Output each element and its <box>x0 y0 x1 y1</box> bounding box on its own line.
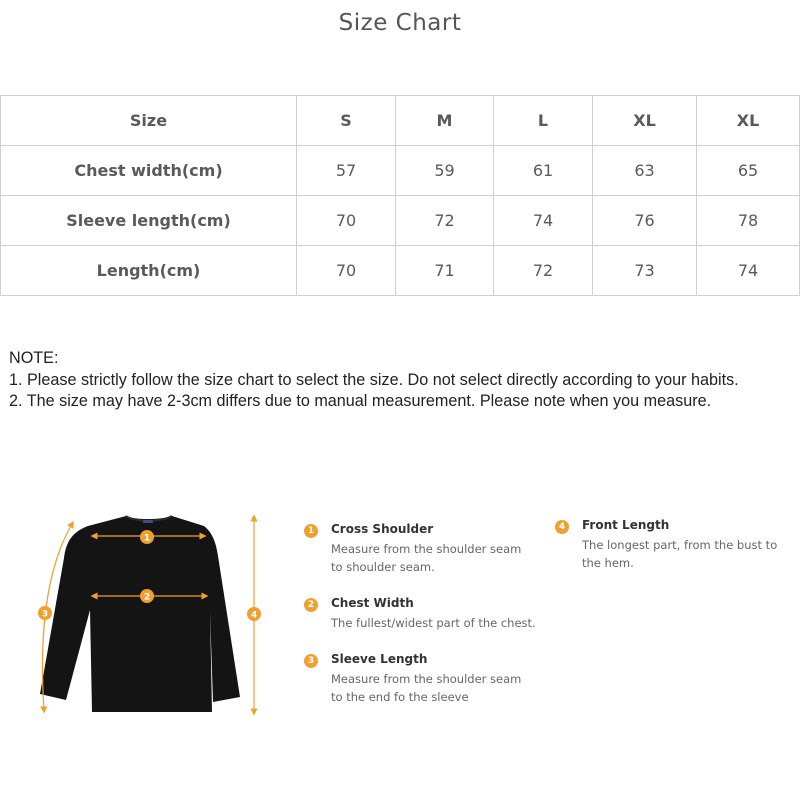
legend-desc-line: The longest part, from the bust to <box>582 538 778 552</box>
row-label-length: Length(cm) <box>1 246 297 296</box>
legend-desc <box>331 670 521 706</box>
row-label-sleeve: Sleeve length(cm) <box>1 196 297 246</box>
note-block <box>9 348 739 413</box>
table-cell: 65 <box>697 146 800 196</box>
table-row <box>1 196 800 246</box>
note-line-1: 1. Please strictly follow the size chart to select the size. Do not select directly according to your habits. <box>9 370 739 389</box>
header-cell-xl: XL <box>593 96 697 146</box>
legend-desc <box>331 540 521 576</box>
legend-title: Chest Width <box>331 596 414 610</box>
table-cell: 78 <box>697 196 800 246</box>
table-cell: 72 <box>396 196 494 246</box>
legend-desc-line: the hem. <box>582 556 634 570</box>
legend-desc-line: The fullest/widest part of the chest. <box>331 616 536 630</box>
header-cell-m: M <box>396 96 494 146</box>
legend-number-badge: 2 <box>304 598 318 612</box>
legend-desc-line: to the end fo the sleeve <box>331 690 469 704</box>
table-cell: 72 <box>494 246 593 296</box>
legend-number-badge: 3 <box>304 654 318 668</box>
legend-number-badge: 4 <box>555 520 569 534</box>
table-cell: 63 <box>593 146 697 196</box>
legend-title: Cross Shoulder <box>331 522 434 536</box>
legend-desc-line: Measure from the shoulder seam <box>331 542 522 556</box>
marker-2-label: 2 <box>143 592 151 603</box>
legend-title: Front Length <box>582 518 670 532</box>
sweater-icon <box>30 512 270 722</box>
header-cell-s: S <box>297 96 396 146</box>
page-title: Size Chart <box>338 10 462 36</box>
table-cell: 73 <box>593 246 697 296</box>
marker-1-label: 1 <box>143 533 151 544</box>
header-cell-xl-2: XL <box>697 96 800 146</box>
legend-desc <box>582 536 777 572</box>
row-label-chest: Chest width(cm) <box>1 146 297 196</box>
table-header-row <box>1 96 800 146</box>
table-row <box>1 246 800 296</box>
table-cell: 74 <box>494 196 593 246</box>
table-cell: 70 <box>297 196 396 246</box>
measurement-diagram <box>30 512 270 722</box>
legend-desc-line: to shoulder seam. <box>331 560 435 574</box>
table-cell: 59 <box>396 146 494 196</box>
table-cell: 74 <box>697 246 800 296</box>
marker-3-label: 3 <box>41 609 49 620</box>
legend-number-badge: 1 <box>304 524 318 538</box>
size-table <box>0 95 800 296</box>
table-row <box>1 146 800 196</box>
table-cell: 71 <box>396 246 494 296</box>
marker-4-label: 4 <box>250 610 258 621</box>
table-cell: 61 <box>494 146 593 196</box>
header-cell-size: Size <box>1 96 297 146</box>
legend-title: Sleeve Length <box>331 652 428 666</box>
table-cell: 70 <box>297 246 396 296</box>
legend-desc-line: Measure from the shoulder seam <box>331 672 522 686</box>
header-cell-l: L <box>494 96 593 146</box>
legend-desc <box>331 614 536 632</box>
note-line-2: 2. The size may have 2-3cm differs due to manual measurement. Please note when you measure. <box>9 392 712 410</box>
note-heading: NOTE: <box>9 349 59 367</box>
table-cell: 57 <box>297 146 396 196</box>
table-cell: 76 <box>593 196 697 246</box>
sweater-shape <box>40 516 240 712</box>
